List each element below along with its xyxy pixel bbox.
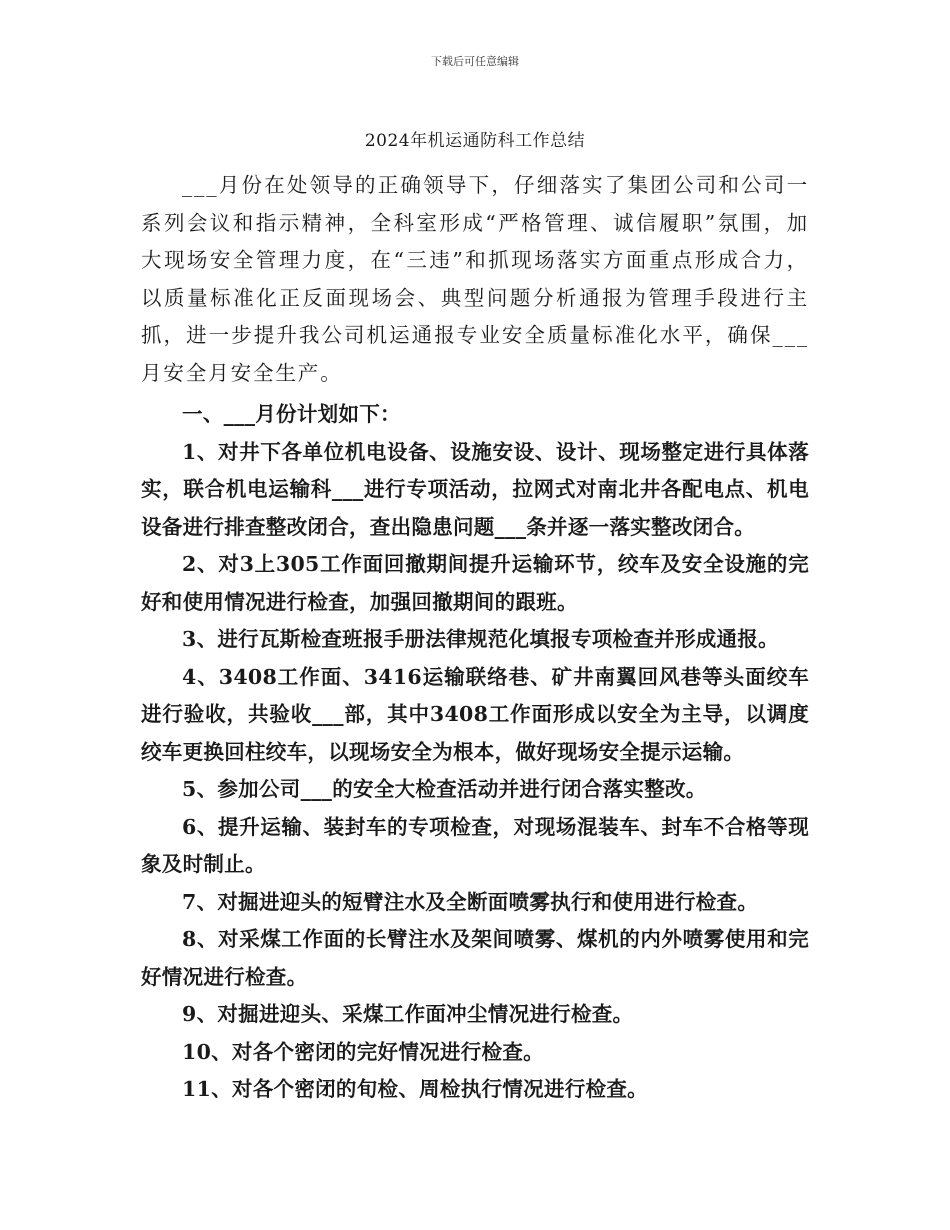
plan-item-10: 10、对各个密闭的完好情况进行检查。 — [182, 1039, 544, 1064]
section-heading: 一、___月份计划如下： — [182, 402, 401, 426]
plan-item-6: 6、提升运输、装封车的专项检查，对现场混装车、封车不合格等现象及时制止。 — [141, 814, 809, 876]
plan-item-8: 8、对采煤工作面的长臂注水及架间喷雾、煤机的内外喷雾使用和完好情况进行检查。 — [141, 927, 809, 989]
plan-item-7: 7、对掘进迎头的短臂注水及全断面喷雾执行和使用进行检查。 — [182, 889, 759, 914]
plan-item-5: 5、参加公司___的安全大检查活动并进行闭合落实整改。 — [182, 777, 707, 801]
plan-item-9: 9、对掘进迎头、采煤工作面冲尘情况进行检查。 — [182, 1002, 634, 1026]
plan-item-1: 1、对井下各单位机电设备、设施安设、设计、现场整定进行具体落实，联合机电运输科___进行专项活动，拉网式对南北井各配电点、机电设备进行排查整改闭合，查出隐患问题___条并逐一落实整改闭合。 — [141, 439, 809, 539]
page-header-note: 下载后可任意编辑 — [431, 55, 519, 68]
document-body — [141, 167, 809, 1109]
plan-item-4: 4、3408工作面、3416运输联络巷、矿井南翼回风巷等头面绞车进行验收，共验收___部，其中3408工作面形成以安全为主导，以调度绞车更换回柱绞车，以现场安全为根本，做好现场安全提示运输。 — [141, 664, 809, 764]
plan-item-11: 11、对各个密闭的旬检、周检执行情况进行检查。 — [182, 1077, 648, 1101]
document-title: 2024年机运通防科工作总结 — [364, 131, 586, 151]
plan-item-3: 3、进行瓦斯检查班报手册法律规范化填报专项检查并形成通报。 — [182, 627, 779, 651]
plan-item-2: 2、对3上305工作面回撤期间提升运输环节，绞车及安全设施的完好和使用情况进行检查，加强回撤期间的跟班。 — [141, 552, 809, 614]
intro-paragraph: ___月份在处领导的正确领导下，仔细落实了集团公司和公司一系列会议和指示精神，全科室形成“严格管理、诚信履职”氛围，加大现场安全管理力度，在“三违”和抓现场落实方面重点形成合力，以质量标准化正反面现场会、典型问题分析通报为管理手段进行主抓，进一步提升我公司机运通报专业安全质量标准化水平，确保___月安全月安全生产。 — [141, 173, 809, 385]
